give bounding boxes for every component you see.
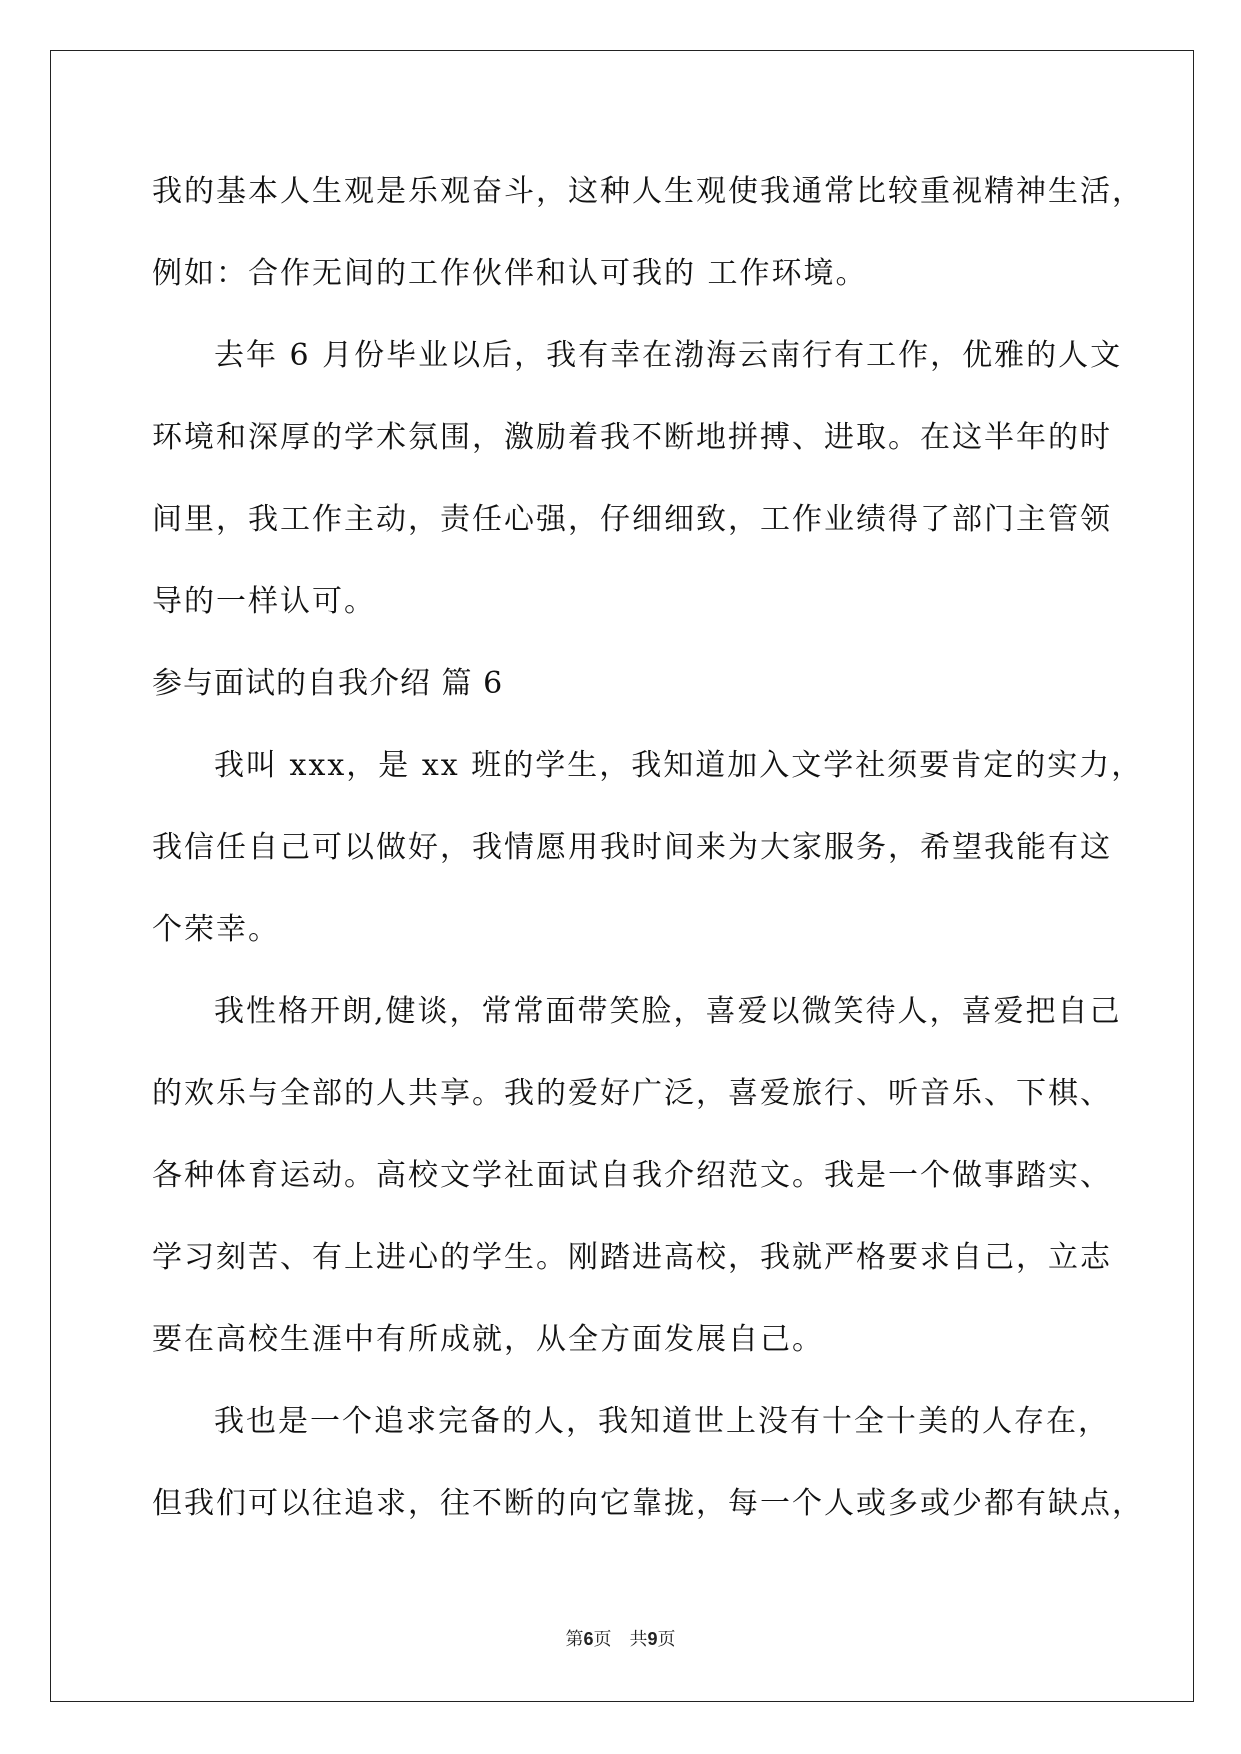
text-line: 环境和深厚的学术氛围，激励着我不断地拼搏、进取。在这半年的时 bbox=[152, 420, 1112, 455]
footer-suffix: 页 bbox=[657, 1629, 676, 1650]
text-line: 我也是一个追求完备的人，我知道世上没有十全十美的人存在， bbox=[214, 1404, 1110, 1439]
text-line: 例如：合作无间的工作伙伴和认可我的 工作环境。 bbox=[152, 256, 868, 291]
current-page-number: 6 bbox=[583, 1629, 594, 1649]
text-line: 我的基本人生观是乐观奋斗，这种人生观使我通常比较重视精神生活， bbox=[152, 174, 1144, 209]
text-line: 间里，我工作主动，责任心强，仔细细致，工作业绩得了部门主管领 bbox=[152, 502, 1112, 537]
total-page-number: 9 bbox=[647, 1629, 658, 1649]
text-line: 个荣幸。 bbox=[152, 912, 280, 947]
page-footer bbox=[0, 1625, 1241, 1651]
text-line: 导的一样认可。 bbox=[152, 584, 376, 619]
text-line: 我性格开朗,健谈，常常面带笑脸，喜爱以微笑待人，喜爱把自己 bbox=[214, 994, 1122, 1029]
document-body bbox=[152, 166, 1144, 1560]
text-line: 但我们可以往追求，往不断的向它靠拢，每一个人或多或少都有缺点， bbox=[152, 1486, 1144, 1521]
section-heading: 参与面试的自我介绍 篇 6 bbox=[152, 666, 504, 701]
footer-middle: 页 共 bbox=[593, 1629, 648, 1650]
text-line: 去年 6 月份毕业以后，我有幸在渤海云南行有工作，优雅的人文 bbox=[214, 338, 1123, 373]
text-line: 我叫 xxx，是 xx 班的学生，我知道加入文学社须要肯定的实力， bbox=[214, 748, 1144, 783]
footer-prefix: 第 bbox=[565, 1629, 584, 1650]
text-line: 我信任自己可以做好，我情愿用我时间来为大家服务，希望我能有这 bbox=[152, 830, 1112, 865]
text-line: 要在高校生涯中有所成就，从全方面发展自己。 bbox=[152, 1322, 824, 1357]
text-line: 学习刻苦、有上进心的学生。刚踏进高校，我就严格要求自己，立志 bbox=[152, 1240, 1112, 1275]
text-line: 的欢乐与全部的人共享。我的爱好广泛，喜爱旅行、听音乐、下棋、 bbox=[152, 1076, 1112, 1111]
text-line: 各种体育运动。高校文学社面试自我介绍范文。我是一个做事踏实、 bbox=[152, 1158, 1112, 1193]
